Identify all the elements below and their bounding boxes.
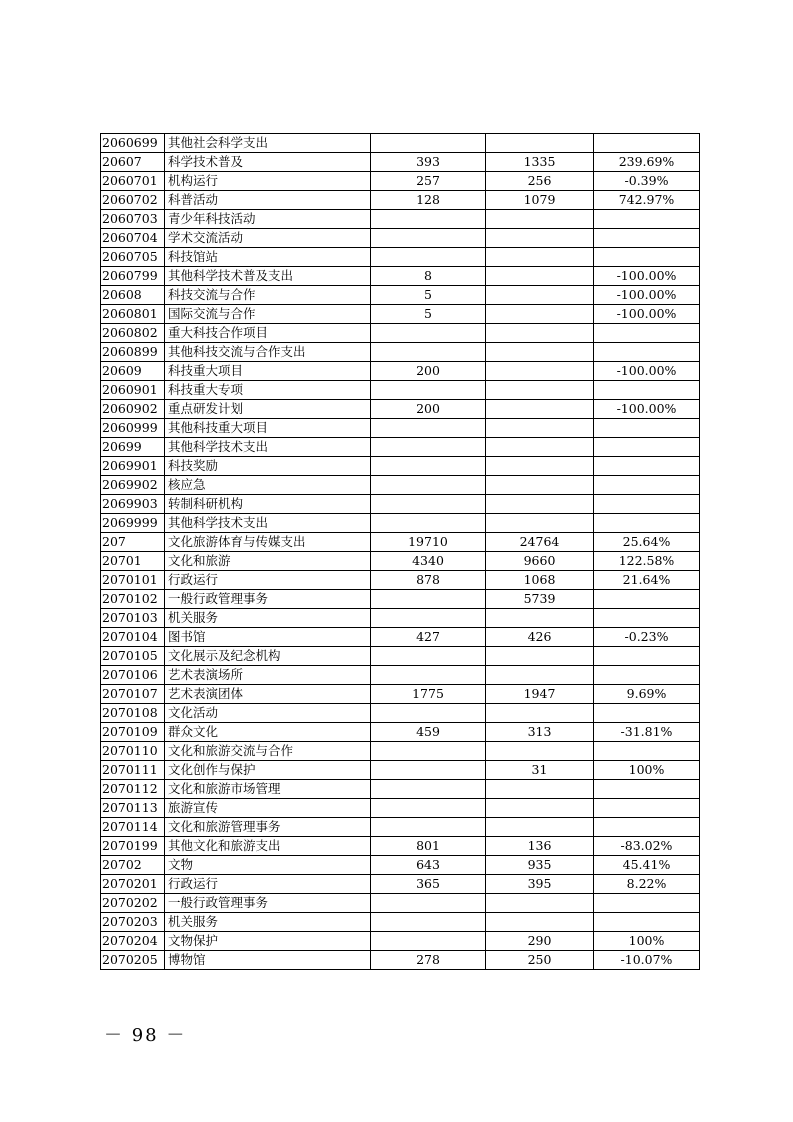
prior-amount-cell [371,761,486,780]
item-code-cell: 2070101 [101,571,165,590]
item-name-cell: 科技重大专项 [165,381,371,400]
item-code-cell: 2060901 [101,381,165,400]
table-row [101,818,700,837]
item-name-cell: 文化创作与保护 [165,761,371,780]
table-body [101,134,700,970]
table-row [101,191,700,210]
current-amount-cell [486,362,594,381]
change-percent-cell [594,780,700,799]
table-row [101,742,700,761]
change-percent-cell [594,381,700,400]
item-name-cell: 其他社会科学支出 [165,134,371,153]
table-row [101,362,700,381]
prior-amount-cell [371,476,486,495]
current-amount-cell [486,400,594,419]
change-percent-cell: 100% [594,932,700,951]
item-name-cell: 艺术表演场所 [165,666,371,685]
change-percent-cell: -100.00% [594,305,700,324]
item-code-cell: 2070111 [101,761,165,780]
prior-amount-cell: 4340 [371,552,486,571]
item-name-cell: 一般行政管理事务 [165,894,371,913]
change-percent-cell [594,666,700,685]
change-percent-cell: 742.97% [594,191,700,210]
prior-amount-cell [371,704,486,723]
item-code-cell: 20701 [101,552,165,571]
current-amount-cell [486,799,594,818]
prior-amount-cell [371,229,486,248]
item-name-cell: 文化和旅游交流与合作 [165,742,371,761]
table-row [101,875,700,894]
current-amount-cell: 9660 [486,552,594,571]
item-code-cell: 20608 [101,286,165,305]
change-percent-cell: 9.69% [594,685,700,704]
prior-amount-cell: 459 [371,723,486,742]
item-code-cell: 2060703 [101,210,165,229]
table-row [101,305,700,324]
table-row [101,457,700,476]
change-percent-cell: 239.69% [594,153,700,172]
table-row [101,286,700,305]
item-name-cell: 科技交流与合作 [165,286,371,305]
item-name-cell: 科技奖励 [165,457,371,476]
change-percent-cell: 45.41% [594,856,700,875]
current-amount-cell: 31 [486,761,594,780]
change-percent-cell: -31.81% [594,723,700,742]
prior-amount-cell [371,666,486,685]
current-amount-cell: 290 [486,932,594,951]
current-amount-cell: 136 [486,837,594,856]
table-row [101,932,700,951]
prior-amount-cell: 5 [371,286,486,305]
item-name-cell: 核应急 [165,476,371,495]
item-code-cell: 2070113 [101,799,165,818]
prior-amount-cell: 393 [371,153,486,172]
change-percent-cell: -100.00% [594,362,700,381]
item-name-cell: 文物 [165,856,371,875]
table-row [101,723,700,742]
item-code-cell: 2070112 [101,780,165,799]
table-row [101,324,700,343]
change-percent-cell [594,248,700,267]
prior-amount-cell [371,381,486,400]
table-row [101,381,700,400]
table-row [101,799,700,818]
table-row [101,837,700,856]
prior-amount-cell [371,932,486,951]
prior-amount-cell [371,343,486,362]
current-amount-cell [486,609,594,628]
item-code-cell: 2060801 [101,305,165,324]
item-code-cell: 2069901 [101,457,165,476]
item-name-cell: 科技重大项目 [165,362,371,381]
item-name-cell: 国际交流与合作 [165,305,371,324]
prior-amount-cell: 200 [371,362,486,381]
current-amount-cell [486,305,594,324]
change-percent-cell [594,210,700,229]
prior-amount-cell [371,590,486,609]
change-percent-cell [594,590,700,609]
table-row [101,761,700,780]
item-code-cell: 20702 [101,856,165,875]
item-name-cell: 学术交流活动 [165,229,371,248]
item-code-cell: 2070107 [101,685,165,704]
change-percent-cell: 122.58% [594,552,700,571]
table-row [101,134,700,153]
item-code-cell: 2069903 [101,495,165,514]
change-percent-cell [594,134,700,153]
table-row [101,571,700,590]
item-name-cell: 群众文化 [165,723,371,742]
item-code-cell: 2060699 [101,134,165,153]
item-name-cell: 机构运行 [165,172,371,191]
item-code-cell: 2060701 [101,172,165,191]
item-name-cell: 重点研发计划 [165,400,371,419]
change-percent-cell [594,609,700,628]
current-amount-cell [486,818,594,837]
prior-amount-cell [371,457,486,476]
item-name-cell: 其他科学技术支出 [165,438,371,457]
table-row [101,514,700,533]
change-percent-cell [594,894,700,913]
current-amount-cell [486,286,594,305]
table-row [101,685,700,704]
table-row [101,229,700,248]
current-amount-cell [486,267,594,286]
item-code-cell: 2070105 [101,647,165,666]
item-code-cell: 2060702 [101,191,165,210]
item-name-cell: 科普活动 [165,191,371,210]
change-percent-cell: -100.00% [594,267,700,286]
prior-amount-cell [371,818,486,837]
item-code-cell: 2070201 [101,875,165,894]
item-code-cell: 20607 [101,153,165,172]
current-amount-cell [486,780,594,799]
current-amount-cell: 1068 [486,571,594,590]
item-code-cell: 2070114 [101,818,165,837]
table-row [101,438,700,457]
current-amount-cell: 24764 [486,533,594,552]
current-amount-cell [486,913,594,932]
item-code-cell: 2060799 [101,267,165,286]
current-amount-cell [486,666,594,685]
table-row [101,343,700,362]
current-amount-cell: 250 [486,951,594,970]
prior-amount-cell: 643 [371,856,486,875]
item-name-cell: 一般行政管理事务 [165,590,371,609]
table-row [101,400,700,419]
item-name-cell: 行政运行 [165,875,371,894]
item-name-cell: 旅游宣传 [165,799,371,818]
table-row [101,913,700,932]
table-row [101,210,700,229]
current-amount-cell: 5739 [486,590,594,609]
prior-amount-cell [371,913,486,932]
item-name-cell: 科学技术普及 [165,153,371,172]
current-amount-cell [486,704,594,723]
item-name-cell: 青少年科技活动 [165,210,371,229]
item-code-cell: 2060704 [101,229,165,248]
table-row [101,267,700,286]
change-percent-cell [594,457,700,476]
current-amount-cell [486,894,594,913]
item-name-cell: 其他文化和旅游支出 [165,837,371,856]
item-name-cell: 文化活动 [165,704,371,723]
current-amount-cell: 1947 [486,685,594,704]
current-amount-cell [486,229,594,248]
change-percent-cell [594,343,700,362]
current-amount-cell: 1335 [486,153,594,172]
change-percent-cell: 100% [594,761,700,780]
change-percent-cell [594,495,700,514]
item-name-cell: 其他科学技术普及支出 [165,267,371,286]
current-amount-cell: 935 [486,856,594,875]
current-amount-cell [486,476,594,495]
item-name-cell: 文化和旅游 [165,552,371,571]
table-row [101,533,700,552]
item-name-cell: 文化展示及纪念机构 [165,647,371,666]
item-code-cell: 2060999 [101,419,165,438]
change-percent-cell: -83.02% [594,837,700,856]
current-amount-cell [486,742,594,761]
item-code-cell: 20699 [101,438,165,457]
table-row [101,476,700,495]
change-percent-cell [594,647,700,666]
item-code-cell: 2069902 [101,476,165,495]
item-name-cell: 科技馆站 [165,248,371,267]
item-name-cell: 其他科学技术支出 [165,514,371,533]
item-code-cell: 2060899 [101,343,165,362]
prior-amount-cell [371,780,486,799]
change-percent-cell [594,419,700,438]
change-percent-cell: 21.64% [594,571,700,590]
prior-amount-cell [371,514,486,533]
item-code-cell: 2070109 [101,723,165,742]
item-name-cell: 艺术表演团体 [165,685,371,704]
item-name-cell: 行政运行 [165,571,371,590]
prior-amount-cell: 128 [371,191,486,210]
change-percent-cell: -10.07% [594,951,700,970]
prior-amount-cell [371,134,486,153]
current-amount-cell [486,419,594,438]
table-row [101,153,700,172]
table-row [101,666,700,685]
item-code-cell: 20609 [101,362,165,381]
item-code-cell: 207 [101,533,165,552]
prior-amount-cell [371,609,486,628]
change-percent-cell: -0.39% [594,172,700,191]
prior-amount-cell [371,419,486,438]
prior-amount-cell: 8 [371,267,486,286]
table-row [101,951,700,970]
item-code-cell: 2070203 [101,913,165,932]
item-code-cell: 2070106 [101,666,165,685]
table-row [101,552,700,571]
prior-amount-cell [371,647,486,666]
item-name-cell: 文化旅游体育与传媒支出 [165,533,371,552]
item-name-cell: 机关服务 [165,913,371,932]
change-percent-cell [594,799,700,818]
prior-amount-cell [371,248,486,267]
item-code-cell: 2070108 [101,704,165,723]
table-row [101,647,700,666]
change-percent-cell [594,514,700,533]
prior-amount-cell: 257 [371,172,486,191]
budget-table [100,133,700,970]
prior-amount-cell: 427 [371,628,486,647]
item-name-cell: 其他科技重大项目 [165,419,371,438]
prior-amount-cell [371,894,486,913]
prior-amount-cell: 1775 [371,685,486,704]
item-name-cell: 文化和旅游管理事务 [165,818,371,837]
change-percent-cell [594,818,700,837]
current-amount-cell [486,324,594,343]
change-percent-cell [594,913,700,932]
current-amount-cell: 313 [486,723,594,742]
prior-amount-cell [371,438,486,457]
item-code-cell: 2070199 [101,837,165,856]
prior-amount-cell: 365 [371,875,486,894]
item-name-cell: 博物馆 [165,951,371,970]
item-name-cell: 重大科技合作项目 [165,324,371,343]
table-row [101,590,700,609]
prior-amount-cell [371,742,486,761]
table-row [101,704,700,723]
table-row [101,419,700,438]
prior-amount-cell [371,324,486,343]
change-percent-cell: 25.64% [594,533,700,552]
change-percent-cell: -100.00% [594,400,700,419]
change-percent-cell: 8.22% [594,875,700,894]
current-amount-cell [486,647,594,666]
prior-amount-cell [371,210,486,229]
prior-amount-cell: 19710 [371,533,486,552]
current-amount-cell [486,134,594,153]
prior-amount-cell: 878 [371,571,486,590]
item-name-cell: 图书馆 [165,628,371,647]
current-amount-cell [486,248,594,267]
item-name-cell: 文化和旅游市场管理 [165,780,371,799]
prior-amount-cell: 200 [371,400,486,419]
item-code-cell: 2060802 [101,324,165,343]
item-code-cell: 2070103 [101,609,165,628]
item-code-cell: 2070204 [101,932,165,951]
change-percent-cell [594,438,700,457]
current-amount-cell [486,514,594,533]
item-code-cell: 2060902 [101,400,165,419]
prior-amount-cell [371,799,486,818]
change-percent-cell [594,704,700,723]
table-row [101,495,700,514]
table-row [101,894,700,913]
table-row [101,172,700,191]
current-amount-cell: 256 [486,172,594,191]
current-amount-cell [486,381,594,400]
current-amount-cell [486,438,594,457]
current-amount-cell [486,210,594,229]
item-code-cell: 2070110 [101,742,165,761]
change-percent-cell: -100.00% [594,286,700,305]
change-percent-cell: -0.23% [594,628,700,647]
current-amount-cell [486,495,594,514]
item-code-cell: 2070102 [101,590,165,609]
current-amount-cell [486,457,594,476]
table-row [101,609,700,628]
table-row [101,856,700,875]
current-amount-cell [486,343,594,362]
current-amount-cell: 426 [486,628,594,647]
item-name-cell: 转制科研机构 [165,495,371,514]
item-code-cell: 2070104 [101,628,165,647]
page-number: － 98 － [104,1025,187,1046]
item-code-cell: 2060705 [101,248,165,267]
change-percent-cell [594,229,700,248]
item-name-cell: 其他科技交流与合作支出 [165,343,371,362]
change-percent-cell [594,324,700,343]
table-row [101,248,700,267]
item-code-cell: 2069999 [101,514,165,533]
prior-amount-cell: 5 [371,305,486,324]
prior-amount-cell [371,495,486,514]
item-name-cell: 文物保护 [165,932,371,951]
prior-amount-cell: 278 [371,951,486,970]
change-percent-cell [594,742,700,761]
item-code-cell: 2070202 [101,894,165,913]
current-amount-cell: 395 [486,875,594,894]
current-amount-cell: 1079 [486,191,594,210]
change-percent-cell [594,476,700,495]
item-code-cell: 2070205 [101,951,165,970]
table-row [101,780,700,799]
prior-amount-cell: 801 [371,837,486,856]
table-row [101,628,700,647]
item-name-cell: 机关服务 [165,609,371,628]
